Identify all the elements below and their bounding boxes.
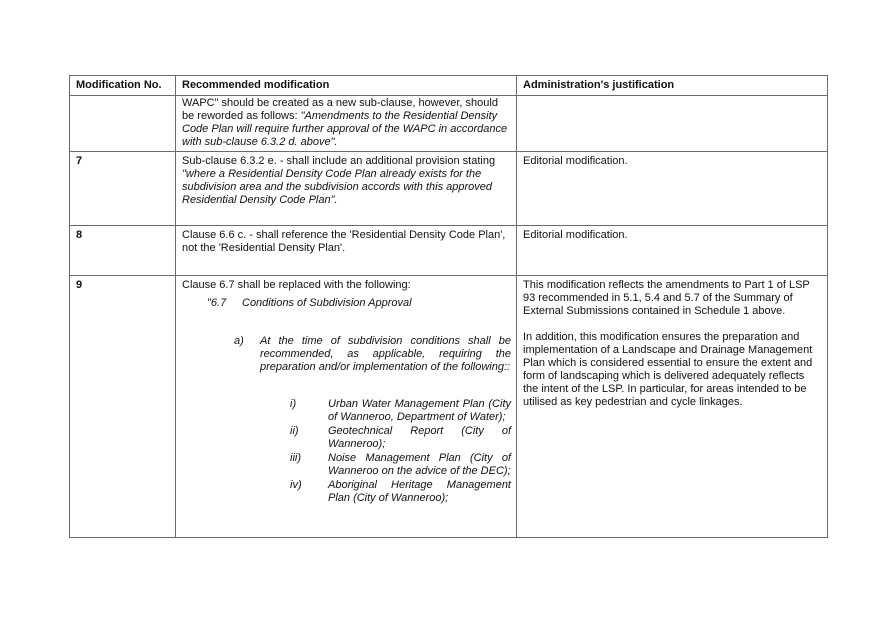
list-item (290, 398, 511, 424)
list-item-text: Urban Water Management Plan (City of Wanneroo, Department of Water); (328, 398, 511, 423)
table-header-row (70, 76, 828, 96)
row-number: 9 (70, 276, 176, 538)
table-row (70, 152, 828, 226)
list-item-text: Geotechnical Report (City of Wanneroo); (328, 425, 511, 450)
condition-list (290, 398, 511, 505)
justification-paragraph: This modification reflects the amendments to Part 1 of LSP 93 recommended in 5.1, 5.4 and 5.7 of the Summary of External Submissions contained in Schedule 1 above. (523, 279, 810, 317)
list-item-number: iv) (290, 479, 302, 491)
row-justification (517, 276, 828, 538)
modification-quote: "Amendments to the Residential Density Code Plan will require further approval of the WAPC in accordance with sub-clause 6.3.2 d. above". (182, 110, 508, 148)
list-item (290, 479, 511, 505)
clause-title: Conditions of Subdivision Approval (242, 297, 412, 309)
sub-clause (234, 335, 511, 374)
modification-quote: "where a Residential Density Code Plan already exists for the subdivision area and the subdivision accords with this approved Residential Density Code Plan". (182, 168, 493, 206)
row-justification (517, 96, 828, 152)
row-modification: Clause 6.6 c. - shall reference the 'Residential Density Code Plan', not the 'Residential Density Plan'. (176, 226, 517, 276)
row-modification (176, 96, 517, 152)
list-item-text: Aboriginal Heritage Management Plan (City of Wanneroo); (328, 479, 511, 504)
list-item-number: i) (290, 398, 297, 410)
sub-clause-label: a) (234, 335, 244, 347)
row-modification (176, 152, 517, 226)
table-row (70, 276, 828, 538)
modification-text: WAPC" should be created as a new sub-clause, however, should be reworded as follows: (182, 97, 498, 122)
modification-intro: Clause 6.7 shall be replaced with the following: (182, 279, 411, 291)
modification-text: Sub-clause 6.3.2 e. - shall include an additional provision stating (182, 155, 496, 167)
justification-paragraph: In addition, this modification ensures the preparation and implementation of a Landscape and Drainage Management Plan which is considered essential to ensure the extent and form of landscaping which is delivered adequately reflects the intent of the LSP. In particular, for areas intended to be utilised as key pedestrian and cycle linkages. (523, 331, 813, 408)
clause-heading (207, 297, 511, 310)
header-recommended-modification: Recommended modification (176, 76, 517, 96)
list-item-number: iii) (290, 452, 301, 464)
modifications-table (69, 75, 828, 538)
row-number: 7 (70, 152, 176, 226)
clause-number: "6.7 (207, 297, 227, 309)
list-item-text: Noise Management Plan (City of Wanneroo on the advice of the DEC); (328, 452, 511, 477)
header-justification: Administration's justification (517, 76, 828, 96)
table-row (70, 226, 828, 276)
row-modification (176, 276, 517, 538)
list-item (290, 452, 511, 478)
row-number (70, 96, 176, 152)
row-justification: Editorial modification. (517, 152, 828, 226)
sub-clause-text: At the time of subdivision conditions shall be recommended, as applicable, requiring the preparation and/or implementation of the following:: (260, 335, 511, 373)
table-row (70, 96, 828, 152)
row-number: 8 (70, 226, 176, 276)
list-item-number: ii) (290, 425, 299, 437)
header-modification-no: Modification No. (70, 76, 176, 96)
list-item (290, 425, 511, 451)
row-justification: Editorial modification. (517, 226, 828, 276)
